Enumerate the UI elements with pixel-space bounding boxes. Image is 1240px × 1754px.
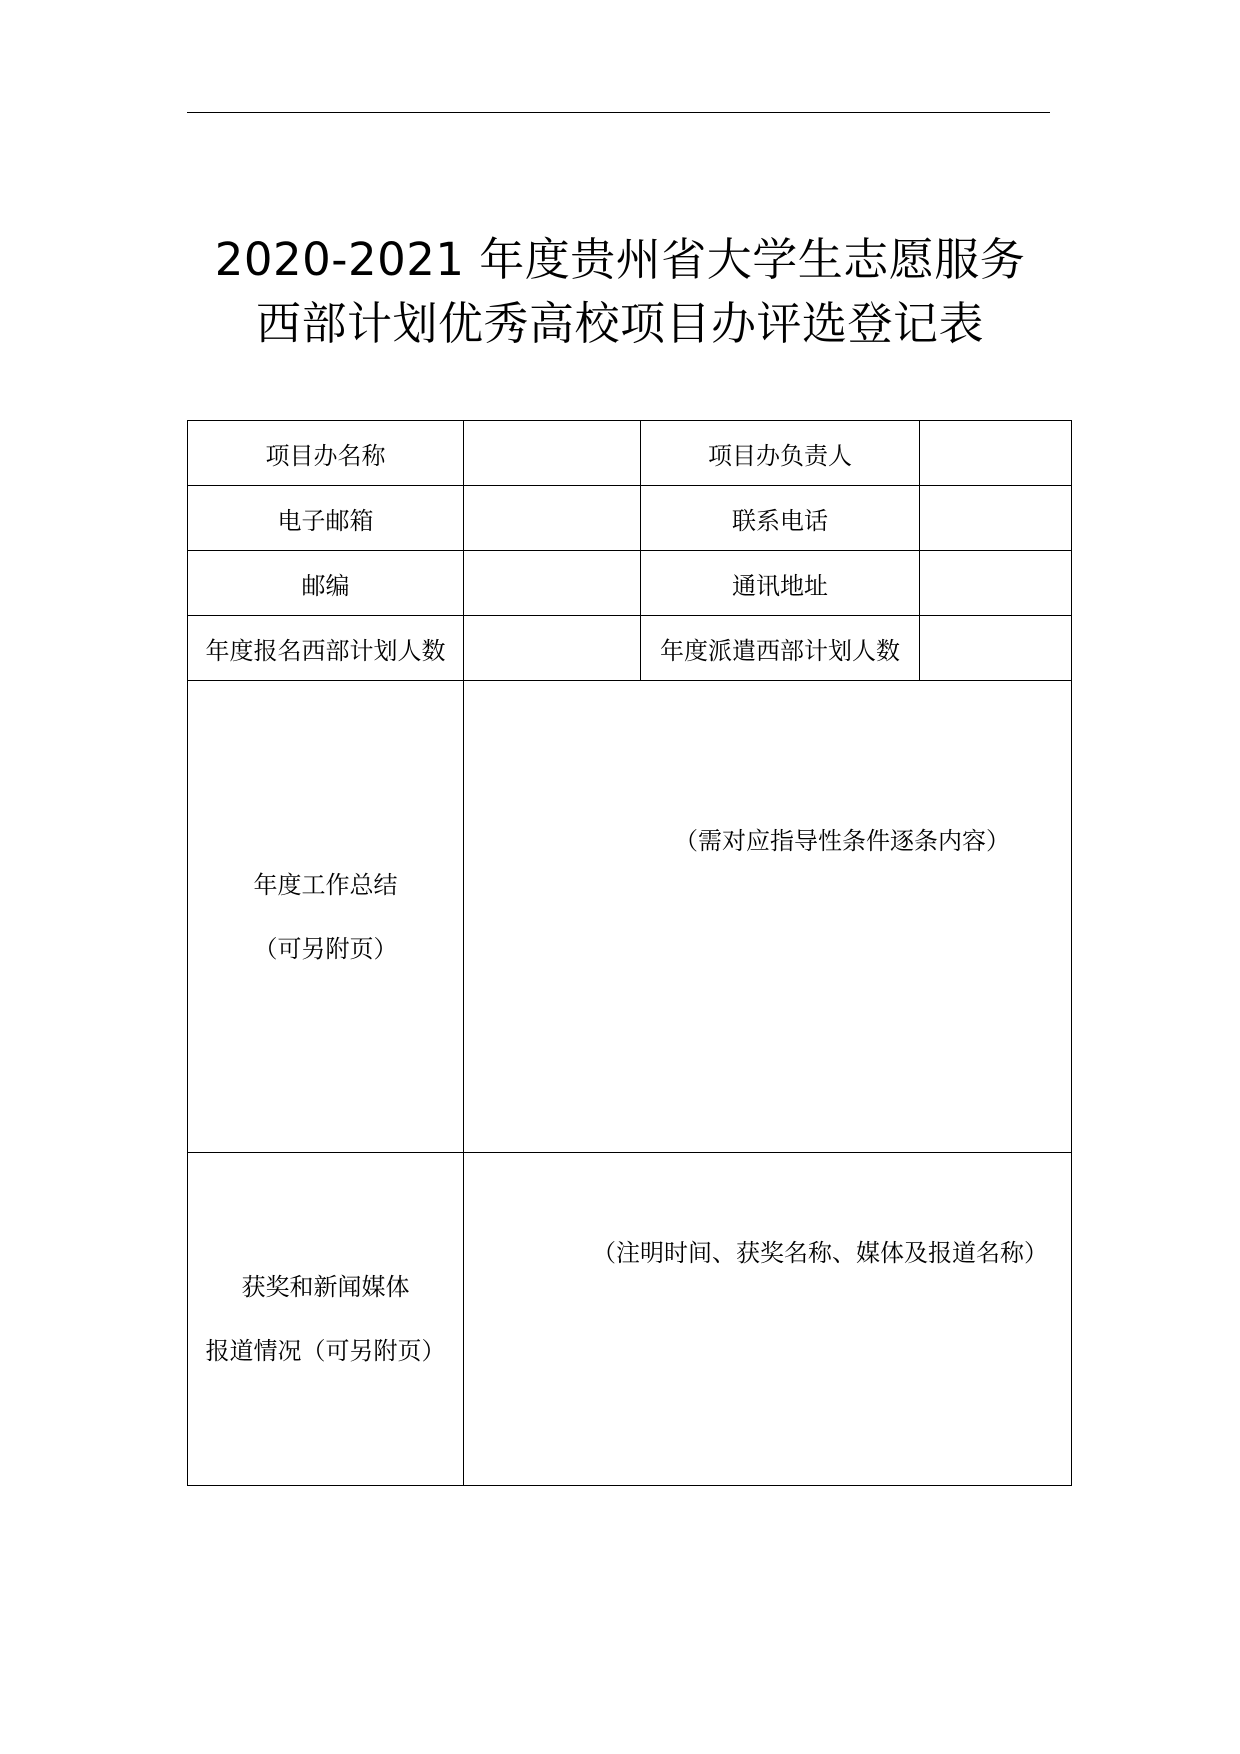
- awards-media-field[interactable]: [464, 1153, 1072, 1486]
- work-summary-label-line1: 年度工作总结: [253, 870, 398, 899]
- office-head-field[interactable]: [920, 421, 1072, 486]
- email-field[interactable]: [464, 486, 641, 551]
- office-name-field[interactable]: [464, 421, 641, 486]
- awards-media-hint: （注明时间、获奖名称、媒体及报道名称）: [592, 1239, 1048, 1267]
- postcode-field[interactable]: [464, 551, 641, 616]
- table-row: [188, 1153, 1072, 1486]
- applicants-count-field[interactable]: [464, 616, 641, 681]
- header-rule: [187, 112, 1050, 113]
- awards-media-label: [188, 1153, 464, 1486]
- work-summary-field[interactable]: [464, 681, 1072, 1153]
- awards-media-label-line2: 报道情况（可另附页）: [205, 1337, 446, 1365]
- registration-form-table: [187, 420, 1072, 1486]
- phone-field[interactable]: [920, 486, 1072, 551]
- table-row: [188, 421, 1072, 486]
- applicants-count-label: 年度报名西部计划人数: [188, 616, 464, 681]
- phone-label: 联系电话: [641, 486, 920, 551]
- work-summary-hint: （需对应指导性条件逐条内容）: [674, 827, 1010, 855]
- office-name-label: 项目办名称: [188, 421, 464, 486]
- email-label: 电子邮箱: [188, 486, 464, 551]
- dispatched-count-label: 年度派遣西部计划人数: [641, 616, 920, 681]
- work-summary-label: [188, 681, 464, 1153]
- dispatched-count-field[interactable]: [920, 616, 1072, 681]
- form-title-line2: 西部计划优秀高校项目办评选登记表: [255, 297, 984, 350]
- postcode-label: 邮编: [188, 551, 464, 616]
- work-summary-label-line2: （可另附页）: [253, 934, 398, 963]
- table-row: [188, 486, 1072, 551]
- awards-media-label-line1: 获奖和新闻媒体: [241, 1273, 410, 1301]
- table-row: [188, 681, 1072, 1153]
- address-label: 通讯地址: [641, 551, 920, 616]
- form-title-line1: 2020-2021 年度贵州省大学生志愿服务: [214, 233, 1026, 286]
- address-field[interactable]: [920, 551, 1072, 616]
- table-row: [188, 616, 1072, 681]
- office-head-label: 项目办负责人: [641, 421, 920, 486]
- table-row: [188, 551, 1072, 616]
